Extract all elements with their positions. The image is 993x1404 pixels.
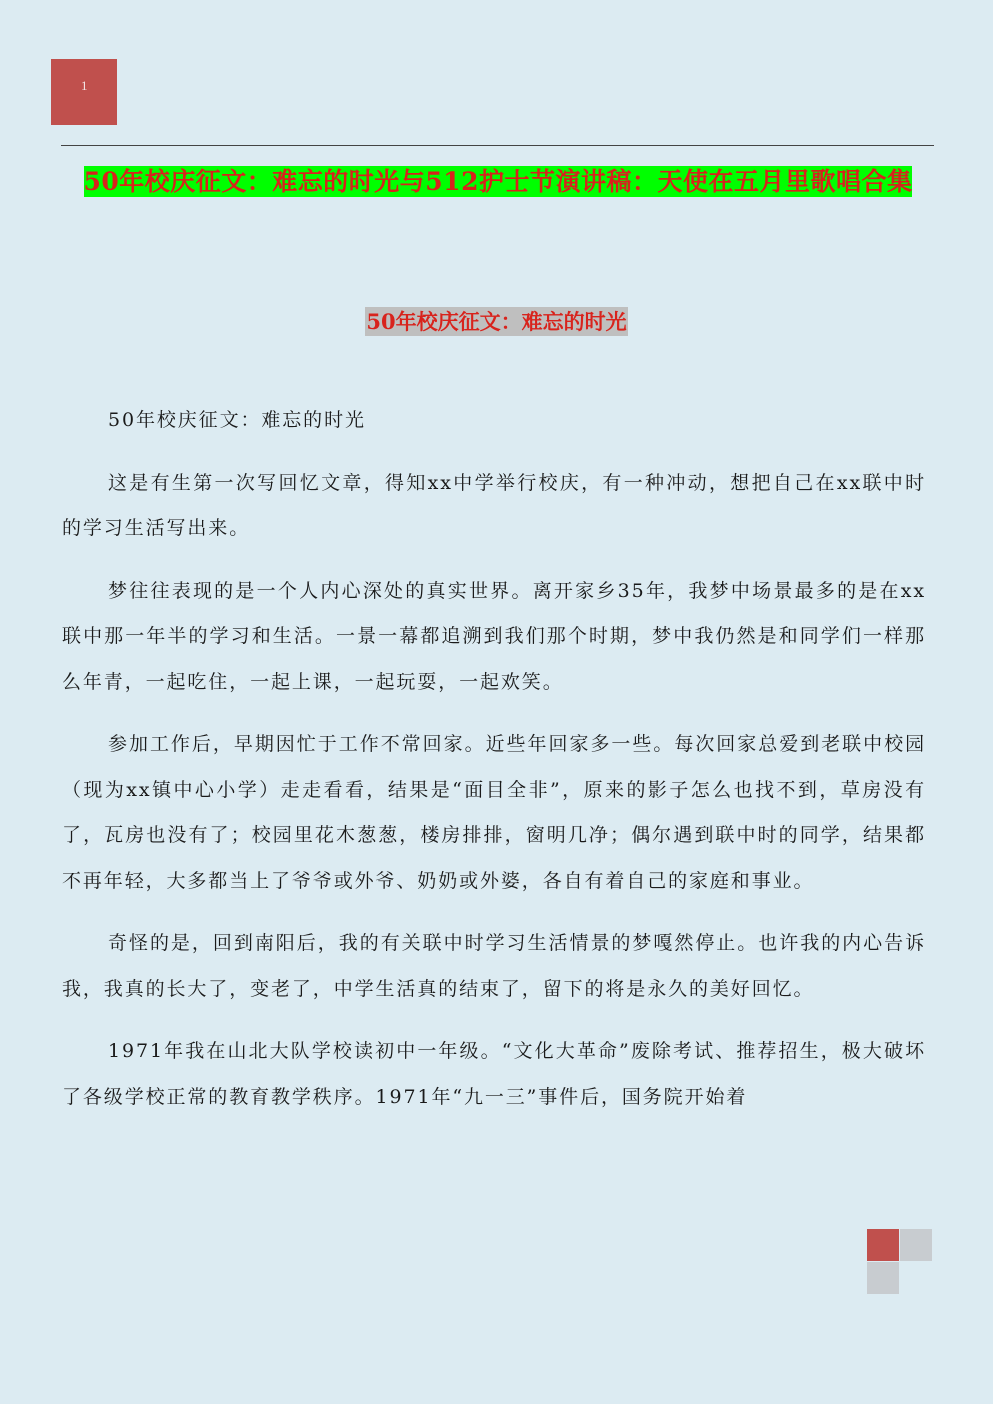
corner-decoration-square (867, 1229, 899, 1261)
paragraph: 参加工作后，早期因忙于工作不常回家。近些年回家多一些。每次回家总爱到老联中校园（现为xx镇中心小学）走走看看，结果是“面目全非”，原来的影子怎么也找不到，草房没有了，瓦房也没有了；校园里花木葱葱，楼房排排，窗明几净；偶尔遇到联中时的同学，结果都不再年轻，大多都当上了爷爷或外爷、奶奶或外婆，各自有着自己的家庭和事业。 (62, 733, 926, 892)
section-title (0, 305, 993, 339)
page-number: 1 (81, 78, 88, 93)
paragraph: 梦往往表现的是一个人内心深处的真实世界。离开家乡35年，我梦中场景最多的是在xx联中那一年半的学习和生活。一景一幕都追溯到我们那个时期，梦中我仍然是和同学们一样那么年青，一起吃住，一起上课，一起玩耍，一起欢笑。 (62, 579, 926, 693)
document-title-text: 50年校庆征文：难忘的时光与512护士节演讲稿：天使在五月里歌唱合集 (83, 167, 913, 196)
paragraph: 奇怪的是，回到南阳后，我的有关联中时学习生活情景的梦嘎然停止。也许我的内心告诉我，我真的长大了，变老了，中学生活真的结束了，留下的将是永久的美好回忆。 (62, 932, 926, 1000)
corner-decoration-square (867, 1262, 899, 1294)
document-title (62, 164, 934, 200)
paragraph: 1971年我在山北大队学校读初中一年级。“文化大革命”废除考试、推荐招生，极大破坏了各级学校正常的教育教学秩序。1971年“九一三”事件后，国务院开始着 (62, 1040, 926, 1108)
header-rule (61, 145, 934, 146)
corner-decoration-square (900, 1229, 932, 1261)
article-body (62, 398, 926, 1137)
page-number-badge (51, 59, 117, 125)
section-title-text: 50年校庆征文：难忘的时光 (366, 309, 627, 334)
paragraph: 50年校庆征文：难忘的时光 (108, 409, 366, 431)
paragraph: 这是有生第一次写回忆文章，得知xx中学举行校庆，有一种冲动，想把自己在xx联中时的学习生活写出来。 (62, 471, 926, 539)
